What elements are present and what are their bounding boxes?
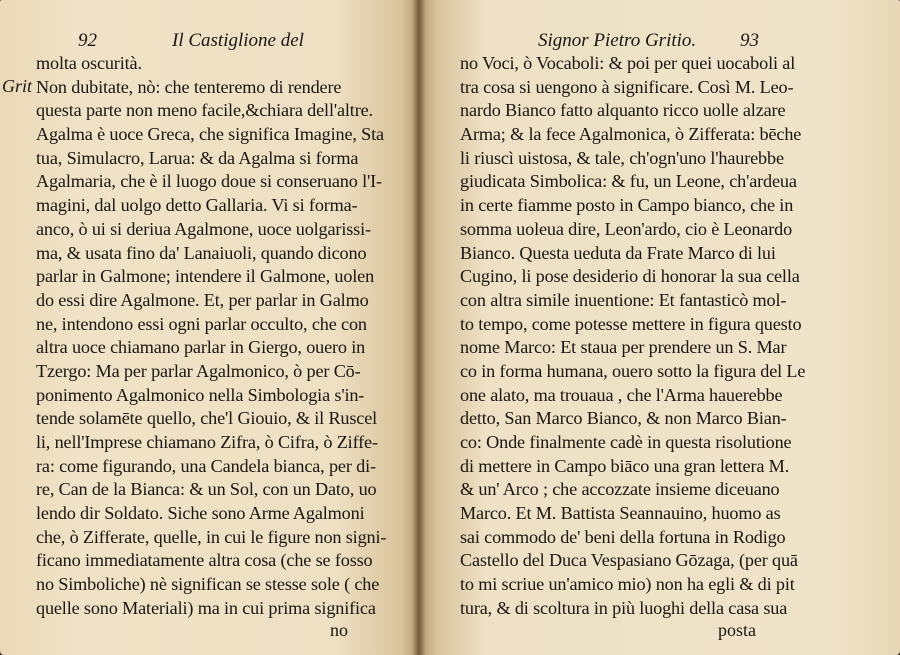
right-catchword: posta (718, 620, 756, 640)
text-line: con altra simile inuentione: Et fantasticò mol- (460, 289, 787, 310)
right-running-head: Signor Pietro Gritio. (538, 30, 697, 51)
text-line: one alato, ma trouaua , che l'Arma hauerebbe (460, 384, 783, 405)
text-line: tua, Simulacro, Larua: & da Agalma si forma (36, 147, 359, 168)
text-line: giudicata Simbolica: & fu, un Leone, ch'ardeua (460, 171, 797, 192)
text-line: lendo dir Soldato. Siche sono Arme Agalmoni (36, 503, 365, 524)
text-line: no Simboliche) nè significan se stesse sole ( che (36, 574, 380, 595)
text-line: questa parte non meno facile,&chiara dell'altre. (36, 100, 373, 121)
text-line: co in forma humana, ouero sotto la figura del Le (460, 360, 806, 381)
right-text-block (460, 52, 805, 621)
text-line: ponimento Agalmonico nella Simbologia s'in- (36, 384, 365, 405)
text-line: di mettere in Campo biāco una gran lettera M. (460, 455, 790, 476)
left-running-head: Il Castiglione del (172, 30, 304, 51)
text-line: tura, & di scoltura in più luoghi della casa sua (460, 597, 788, 618)
text-line: Agalma è uoce Greca, che significa Imagine, Sta (36, 124, 384, 145)
text-line: ficano immediatamente altra cosa (che se fosso (36, 550, 373, 571)
text-line: Bianco. Questa ueduta da Frate Marco di lui (460, 242, 776, 263)
left-catchword: no (330, 620, 348, 640)
text-line: Marco. Et M. Battista Seannauino, huomo as (460, 503, 781, 524)
left-text-block (36, 52, 386, 621)
text-line: parlar in Galmone; intendere il Galmone, uolen (36, 266, 375, 287)
text-line: tende solamēte quello, che'l Giouio, & il Ruscel (36, 408, 378, 429)
text-line: anco, ò ui si deriua Agalmone, uoce uolgarissi- (36, 218, 371, 239)
text-line: nome Marco: Et staua per prendere un S. Mar (460, 337, 787, 358)
text-line: co: Onde finalmente cadè in questa risolutione (460, 432, 792, 452)
text-line: in certe fiamme posto in Campo bianco, che in (460, 195, 794, 216)
book-gutter (412, 0, 426, 655)
text-line: Cugino, li pose desiderio di honorar la sua cella (460, 266, 800, 287)
text-line: quelle sono Materiali) ma in cui prima significa (36, 597, 376, 618)
text-line: ra: come figurando, una Candela bianca, per di- (36, 455, 376, 476)
text-line: Non dubitate, nò: che tenteremo di rendere (36, 76, 342, 97)
right-page (418, 0, 900, 655)
text-line: sai commodo de' beni della fortuna in Rodigo (460, 526, 786, 547)
text-line: to mi scriue un'amico mio) non ha egli & di pit (460, 574, 795, 595)
text-line: do essi dire Agalmone. Et, per parlar in Galmo (36, 289, 369, 310)
text-line: & un' Arco ; che accozzate insieme diceuano (460, 479, 780, 500)
text-line: Tzergo: Ma per parlar Agalmonico, ò per Cō- (36, 360, 361, 381)
left-page-number: 92 (78, 30, 97, 51)
text-line: ma, & usata fino da' Lanaiuoli, quando dicono (36, 242, 367, 263)
text-line: Agalmaria, che è il luogo doue si conseruano l'I- (36, 171, 382, 192)
text-line: tra cosa si uengono à significare. Così M. Leo- (460, 76, 794, 97)
text-line: molta oscurità. (36, 53, 142, 73)
text-line: li riuscì uistosa, & tale, ch'ogn'uno l'haurebbe (460, 147, 784, 168)
text-line: magini, dal uolgo detto Gallaria. Vi si forma- (36, 195, 358, 216)
text-line: altra uoce chiamano parlar in Giergo, ouero in (36, 337, 366, 358)
text-line: re, Can de la Bianca: & un Sol, con un Dato, uo (36, 479, 377, 500)
text-line: che, ò Zifferate, quelle, in cui le figure non signi- (36, 526, 387, 547)
text-line: detto, San Marco Bianco, & non Marco Bian- (460, 408, 787, 429)
right-page-number: 93 (740, 30, 759, 51)
text-line: Castello del Duca Vespasiano Gōzaga, (per quā (460, 550, 798, 571)
text-line: Arma; & la fece Agalmonica, ò Zifferata: bēche (460, 124, 802, 145)
text-line: no Voci, ò Vocaboli: & poi per quei uocaboli al (460, 53, 796, 73)
text-line: li, nell'Imprese chiamano Zifra, ò Cifra, ò Ziffe- (36, 432, 378, 452)
text-line: nardo Bianco fatto alquanto ricco uolle alzare (460, 100, 786, 121)
margin-speaker-note: Grit (2, 76, 33, 96)
text-line: somma uoleua dire, Leon'ardo, cio è Leonardo (460, 218, 793, 239)
text-line: to tempo, come potesse mettere in figura questo (460, 313, 802, 334)
left-page (0, 0, 418, 655)
text-line: ne, intendono essi ogni parlar occulto, che con (36, 313, 367, 334)
